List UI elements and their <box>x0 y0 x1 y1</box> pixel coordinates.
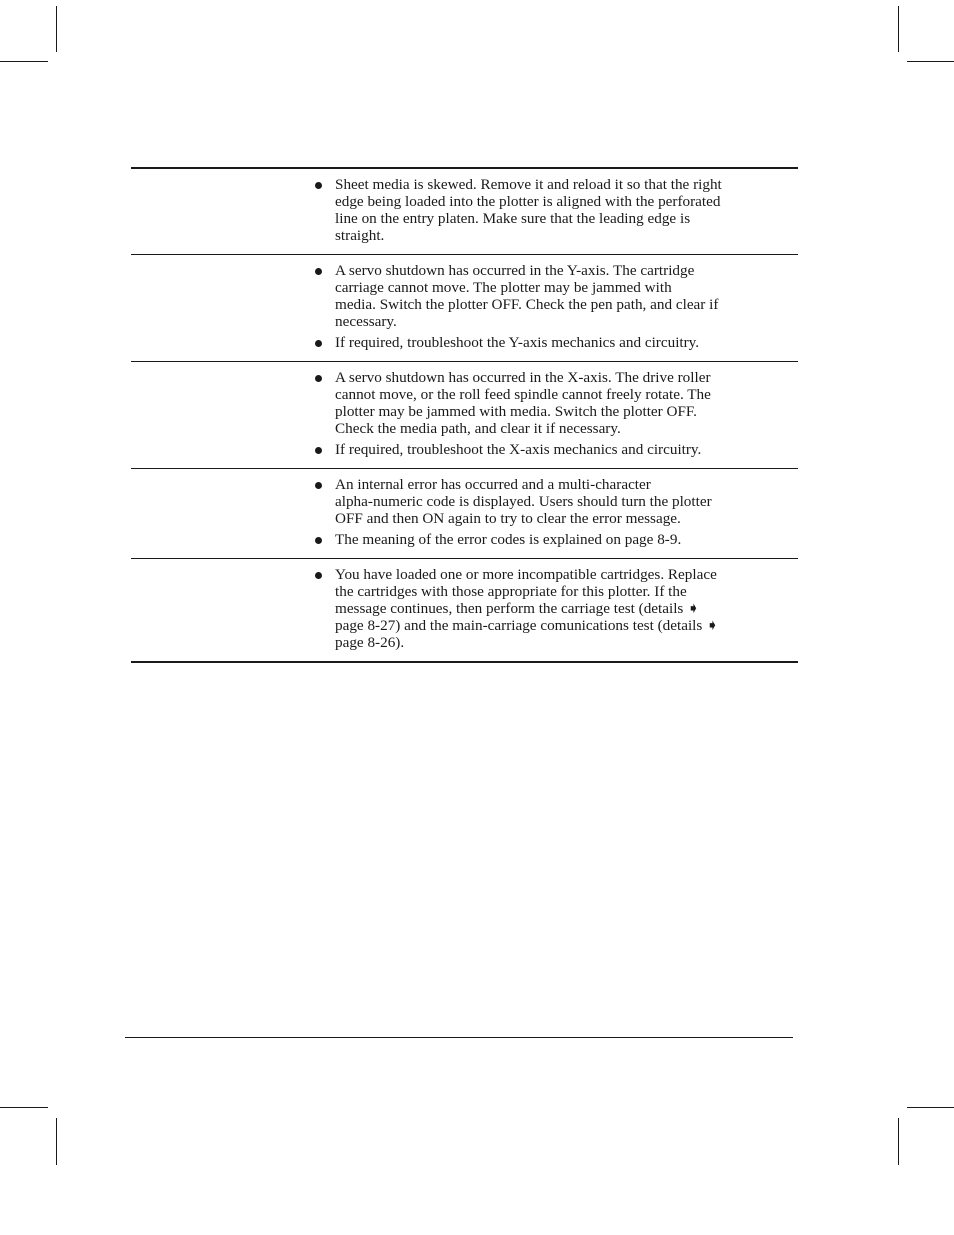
list-item-text: You have loaded one or more incompatible cartridges. Replace the cartridges with those appropriate for this plotter. If the message continues, then perform the carriage test (details ➧ page 8-27) and the main-carriage comunications test (details ➧ page 8-26). <box>335 566 719 651</box>
list-item <box>313 176 790 244</box>
crop-mark-top-left-vertical <box>56 6 57 52</box>
crop-mark-top-right-vertical <box>898 6 899 52</box>
row-remedy-cell <box>311 469 798 558</box>
crop-mark-top-left-horizontal <box>0 61 48 62</box>
row-remedy-cell <box>311 169 798 254</box>
table-row <box>131 169 798 254</box>
list-item-text: Sheet media is skewed. Remove it and reload it so that the right edge being loaded into the plotter is aligned with the perforated line on the entry platen. Make sure that the leading edge is straight. <box>335 176 722 244</box>
troubleshooting-table <box>131 167 798 663</box>
crop-mark-bottom-left-horizontal <box>0 1107 48 1108</box>
list-item-text: If required, troubleshoot the X-axis mechanics and circuitry. <box>335 441 702 458</box>
bullet-icon <box>315 447 322 454</box>
crop-mark-bottom-left-vertical <box>56 1118 57 1165</box>
footer-rule <box>125 1037 793 1038</box>
row-remedy-cell <box>311 362 798 468</box>
crop-mark-bottom-right-vertical <box>898 1118 899 1165</box>
row-remedy-cell <box>311 255 798 361</box>
crop-mark-bottom-right-horizontal <box>907 1107 954 1108</box>
list-item-text: The meaning of the error codes is explained on page 8-9. <box>335 531 682 548</box>
table-bottom-rule <box>131 661 798 663</box>
bullet-icon <box>315 572 322 579</box>
table-row <box>131 468 798 558</box>
bullet-icon <box>315 375 322 382</box>
bullet-icon <box>315 482 322 489</box>
list-item-text: If required, troubleshoot the Y-axis mechanics and circuitry. <box>335 334 700 351</box>
list-item <box>313 441 790 458</box>
table-row <box>131 558 798 661</box>
list-item-text: An internal error has occurred and a multi-character alpha-numeric code is displayed. Users should turn the plotter OFF and then ON again to try to clear the error message. <box>335 476 712 527</box>
bullet-icon <box>315 268 322 275</box>
table-row <box>131 361 798 468</box>
list-item <box>313 334 790 351</box>
list-item-text: A servo shutdown has occurred in the Y-axis. The cartridge carriage cannot move. The plotter may be jammed with media. Switch the plotter OFF. Check the pen path, and clear if necessary. <box>335 262 719 330</box>
list-item <box>313 566 790 651</box>
bullet-icon <box>315 537 322 544</box>
bullet-icon <box>315 340 322 347</box>
list-item <box>313 369 790 437</box>
list-item <box>313 262 790 330</box>
list-item-text: A servo shutdown has occurred in the X-axis. The drive roller cannot move, or the roll feed spindle cannot freely rotate. The plotter may be jammed with media. Switch the plotter OFF. Check the media path, and clear it if necessary. <box>335 369 711 437</box>
row-remedy-cell <box>311 559 798 661</box>
table-row <box>131 254 798 361</box>
crop-mark-top-right-horizontal <box>907 61 954 62</box>
list-item <box>313 531 790 548</box>
bullet-icon <box>315 182 322 189</box>
list-item <box>313 476 790 527</box>
